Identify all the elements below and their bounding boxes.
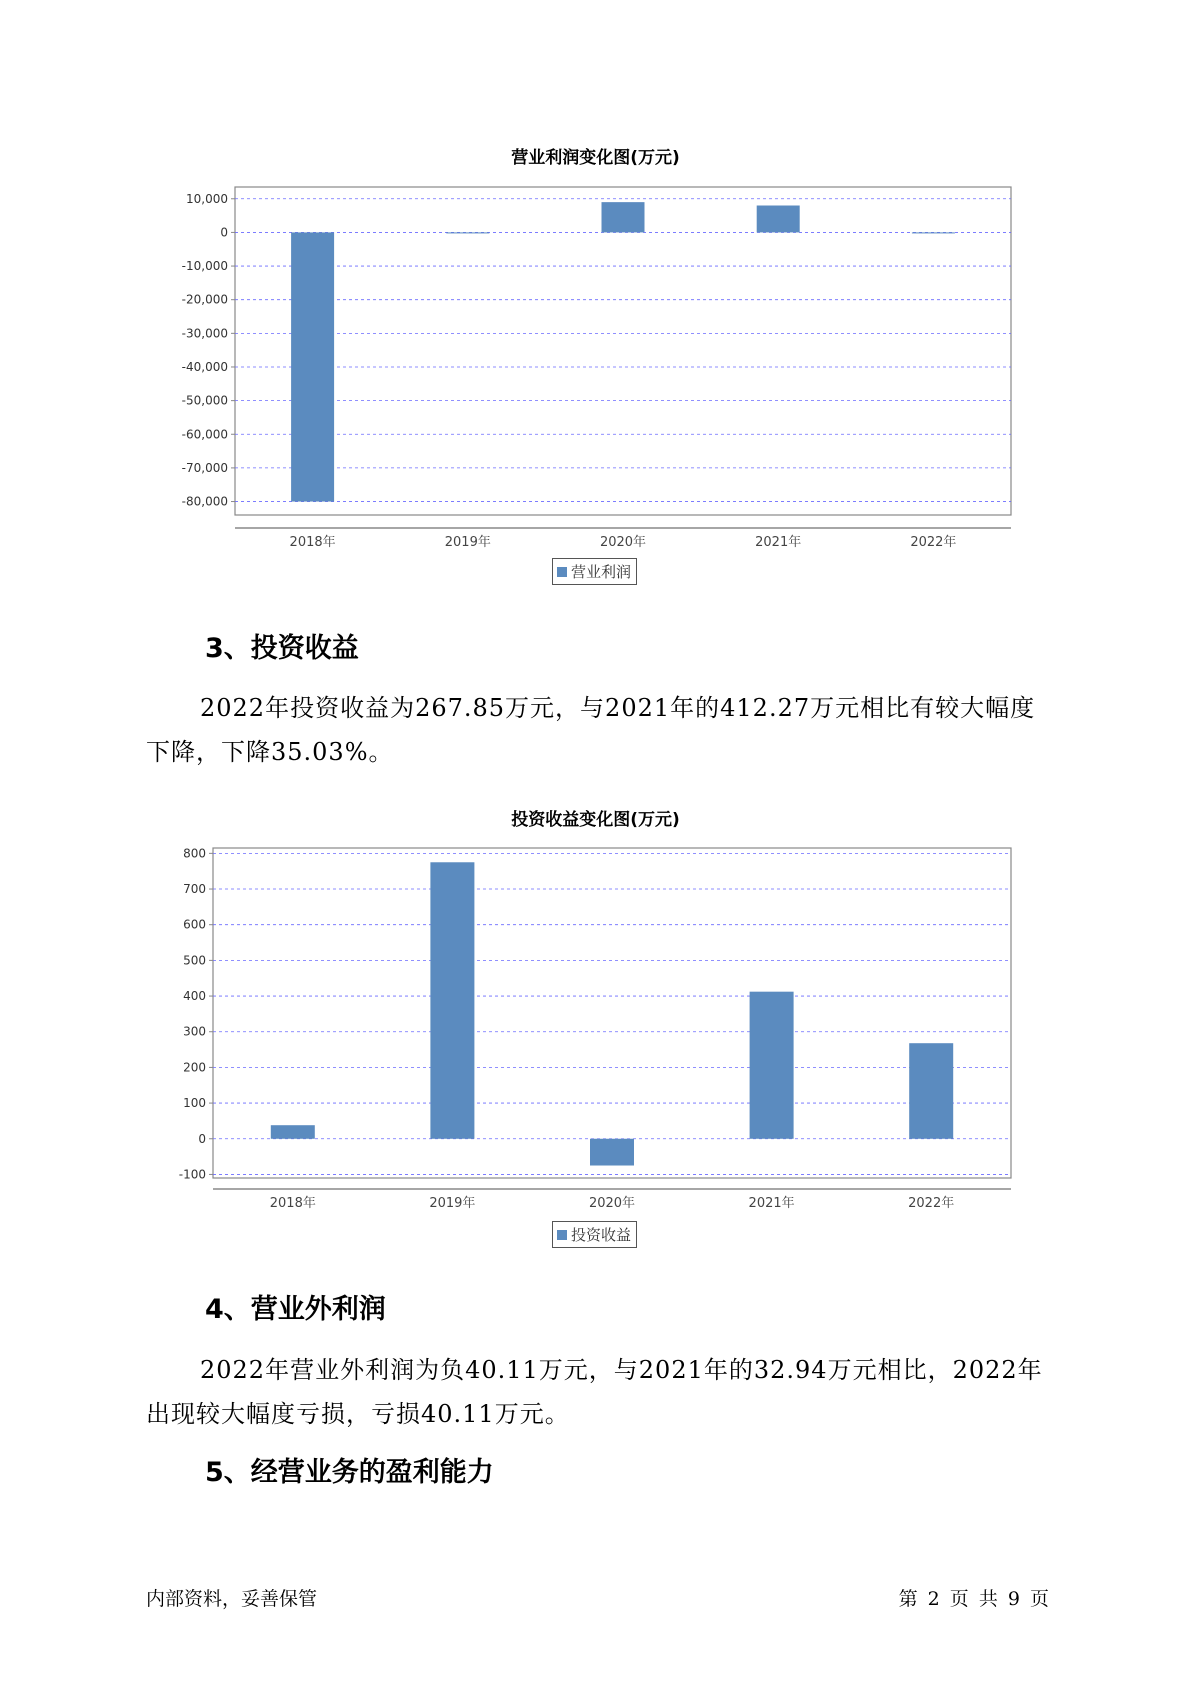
chart2-y-tick-label: 800	[183, 846, 206, 861]
chart1-bar-2021年	[757, 206, 800, 233]
chart2-y-tick-label: 500	[183, 953, 206, 968]
section3-heading: 3、投资收益	[205, 633, 359, 664]
chart2-x-tick-label: 2019年	[429, 1196, 476, 1211]
chart2-legend-label: 投资收益	[571, 1226, 632, 1244]
chart1-y-tick-label: -60,000	[181, 427, 228, 442]
chart2-x-tick-label: 2022年	[908, 1196, 955, 1211]
chart1-x-tick-label: 2019年	[444, 535, 491, 550]
chart2-legend	[552, 1221, 637, 1248]
chart2-y-tick-label: 0	[198, 1131, 206, 1146]
chart1-legend-label: 营业利润	[571, 563, 632, 581]
chart2-plot-area	[213, 848, 1011, 1178]
chart2-title: 投资收益变化图(万元)	[511, 810, 680, 830]
investment-income-chart	[0, 840, 1191, 1211]
footer-confidential-note: 内部资料，妥善保管	[146, 1588, 318, 1610]
chart1-x-tick-label: 2020年	[599, 535, 647, 550]
section3-paragraph: 2022年投资收益为267.85万元，与2021年的412.27万元相比有较大幅度下降，下降35.03%。	[146, 694, 1036, 766]
chart1-legend	[552, 558, 637, 585]
section4-paragraph: 2022年营业外利润为负40.11万元，与2021年的32.94万元相比，2022年出现较大幅度亏损，亏损40.11万元。	[146, 1356, 1043, 1428]
chart1-x-tick-label: 2018年	[289, 535, 336, 550]
chart2-y-tick-label: 300	[183, 1024, 206, 1039]
chart2-bar-2022年	[909, 1043, 953, 1139]
chart1-x-tick-label: 2022年	[910, 535, 957, 550]
chart1-y-tick-label: -40,000	[181, 359, 228, 374]
chart2-x-tick-label: 2018年	[269, 1196, 316, 1211]
chart1-y-tick-label: 0	[220, 225, 228, 240]
chart2-y-tick-label: 200	[183, 1060, 206, 1075]
chart1-y-tick-label: -70,000	[181, 460, 228, 475]
operating-profit-chart	[0, 180, 1191, 550]
chart1-title: 营业利润变化图(万元)	[511, 148, 680, 168]
section4-heading: 4、营业外利润	[205, 1294, 386, 1325]
chart2-y-tick-label: 100	[183, 1096, 206, 1111]
chart2-y-tick-label: -100	[178, 1167, 206, 1182]
chart1-x-tick-label: 2021年	[755, 535, 802, 550]
chart2-bar-2019年	[430, 862, 474, 1138]
chart2-bar-2018年	[271, 1125, 315, 1139]
footer-page-number: 第 2 页 共 9 页	[898, 1588, 1049, 1610]
chart2-y-tick-label: 600	[183, 917, 206, 932]
chart2-x-tick-label: 2021年	[748, 1196, 795, 1211]
chart1-y-tick-label: -50,000	[181, 393, 228, 408]
chart1-plot-area	[235, 187, 1011, 515]
chart1-bar-2018年	[291, 232, 334, 501]
legend-swatch	[557, 567, 567, 577]
chart2-bar-2021年	[750, 992, 794, 1139]
chart2-y-tick-label: 400	[183, 989, 206, 1004]
chart2-bar-2020年	[590, 1139, 634, 1166]
chart1-y-tick-label: -10,000	[181, 259, 228, 274]
section5-heading: 5、经营业务的盈利能力	[205, 1457, 494, 1488]
chart1-y-tick-label: 10,000	[186, 191, 228, 206]
legend-swatch	[557, 1230, 567, 1240]
chart2-x-tick-label: 2020年	[588, 1196, 636, 1211]
chart2-y-tick-label: 700	[183, 882, 206, 897]
chart1-bar-2019年	[446, 232, 489, 233]
chart1-bar-2022年	[912, 232, 955, 233]
chart1-y-tick-label: -20,000	[181, 292, 228, 307]
chart1-y-tick-label: -30,000	[181, 326, 228, 341]
chart1-y-tick-label: -80,000	[181, 494, 228, 509]
chart1-bar-2020年	[602, 202, 645, 232]
